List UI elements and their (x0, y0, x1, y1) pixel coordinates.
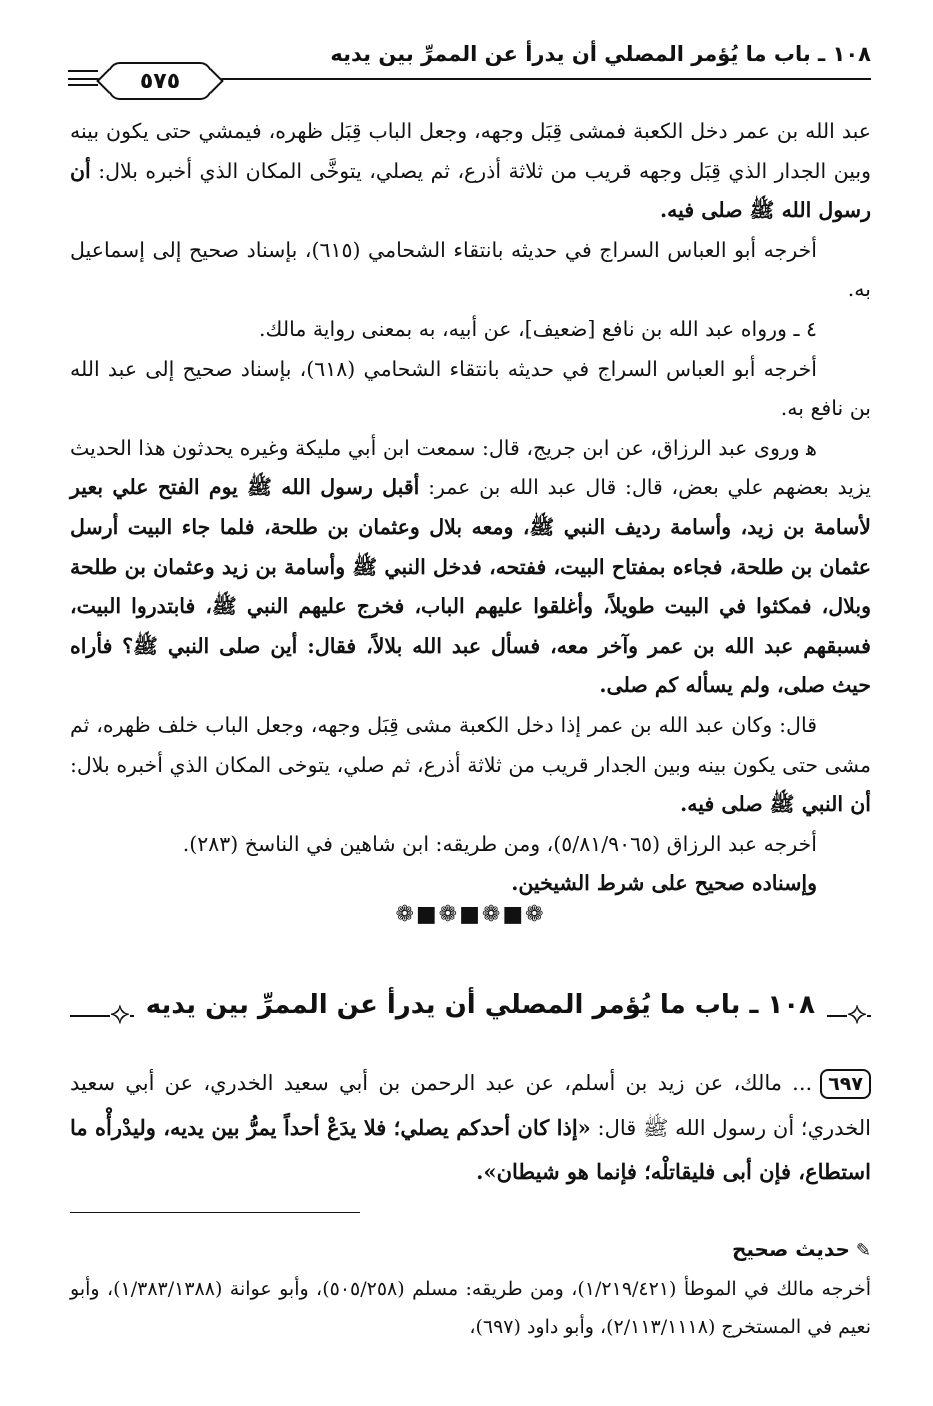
footnote-text: أخرجه مالك في الموطأ (١/٢١٩/٤٢١)، ومن طريقه: مسلم (٥٠٥/٢٥٨)، وأبو عوانة (١/٣٨٣/١٣٨٨)، وأبو نعيم في المستخرج (٢/١١٣/١١١٨)، وأبو داود (٦٩٧)، (70, 1278, 871, 1338)
paragraph-text: قال: وكان عبد الله بن عمر إذا دخل الكعبة مشى قِبَل وجهه، وجعل الباب خلف ظهره، ثم مشى حتى يكون بينه وبين الجدار قريب من ثلاثة أذرع، ثم صلي، يتوخى المكان الذي أخبره بلال: (70, 712, 871, 777)
hadith-matn: «إذا كان أحدكم يصلي؛ فلا يدَعْ أحداً يمرُّ بين يديه، وليدْرأْه ما استطاع، فإن أبى فليقاتلْه؛ فإنما هو شيطان». (70, 1114, 871, 1184)
paragraph-text: عبد الله بن عمر دخل الكعبة فمشى قِبَل وجهه، وجعل الباب قِبَل ظهره، فيمشي حتى يكون بينه وبين الجدار الذي قِبَل وجهه قريب من ثلاثة أذرع، ثم يصلي، يتوخَّى المكان الذي أخبره بلال: (70, 119, 871, 183)
footnotes (70, 1230, 871, 1346)
chapter-heading (70, 990, 871, 1038)
book-icon: ✎ (855, 1240, 871, 1261)
chapter-title: ١٠٨ ـ باب ما يُؤمر المصلي أن يدرأ عن الممرِّ بين يديه (134, 990, 827, 1020)
paragraph: أخرجه أبو العباس السراج في حديثه بانتقاء الشحامي (٦١٥)، بإسناد صحيح إلى إسماعيل به. (70, 237, 871, 302)
paragraph: ٤ ـ ورواه عبد الله بن نافع [ضعيف]، عن أبيه، به بمعنى رواية مالك. (259, 316, 817, 341)
running-title: ١٠٨ ـ باب ما يُؤمر المصلي أن يدرأ عن الممرِّ بين يديه (330, 42, 871, 66)
paragraph (70, 706, 871, 825)
chapter-ornament-left-icon: ⟡ (110, 996, 130, 1031)
running-header (68, 40, 871, 94)
paragraph-bold-text: أن النبي ﷺ صلى فيه. (680, 792, 871, 817)
footnote-separator (70, 1212, 360, 1213)
page-number: ٥٧٥ (108, 62, 212, 100)
hadith-number: ٦٩٧ (820, 1069, 871, 1099)
chapter-ornament-right-icon: ⟡ (847, 996, 867, 1031)
paragraph (70, 429, 871, 706)
paragraph-bold-text: أن رسول الله ﷺ صلى فيه. (70, 158, 871, 223)
main-text (70, 112, 871, 928)
paragraph-text: ﻫ وروى عبد الرزاق، عن ابن جريج، قال: سمعت ابن أبي مليكة وغيره يحدثون هذا الحديث يزيد بعضهم علي بعض، قال: قال عبد الله بن عمر: (70, 435, 871, 500)
hadith-text (70, 1062, 871, 1195)
footnote-heading-text: حديث صحيح (731, 1237, 850, 1261)
hadith-block (70, 1062, 871, 1195)
hadith-isnad: ... مالك، عن زيد بن أسلم، عن عبد الرحمن بن أبي سعيد الخدري، عن أبي سعيد الخدري؛ أن رسول الله ﷺ قال: (70, 1071, 871, 1140)
paragraph-bold-text: أقبل رسول الله ﷺ يوم الفتح علي بعير لأسامة بن زيد، وأسامة رديف النبي ﷺ، ومعه بلال وعثمان بن طلحة، فلما جاء البيت أرسل عثمان بن طلحة، فجاءه بمفتاح البيت، ففتحه، فدخل النبي ﷺ وأسامة بن زيد وعثمان بن طلحة وبلال، فمكثوا في البيت طويلاً، وأغلقوا عليهم الباب، فخرج عليهم النبي ﷺ، فابتدروا البيت، فسبقهم عبد الله بن عمر وآخر معه، فسأل عبد الله بلالاً، فقال: أين صلى النبي ﷺ؟ فأراه حيث صلى، ولم يسأله كم صلى. (70, 475, 871, 698)
section-divider-ornament: ❁■❁■❁■❁ (395, 901, 546, 927)
paragraph: أخرجه أبو العباس السراج في حديثه بانتقاء الشحامي (٦١٨)، بإسناد صحيح إلى عبد الله بن نافع به. (70, 356, 871, 421)
footnote-heading (70, 1230, 871, 1270)
paragraph (70, 112, 871, 231)
paragraph: وإسناده صحيح على شرط الشيخين. (511, 871, 817, 896)
header-double-line (68, 70, 98, 86)
paragraph: أخرجه عبد الرزاق (٥/٨١/٩٠٦٥)، ومن طريقه: ابن شاهين في الناسخ (٢٨٣). (182, 831, 817, 856)
